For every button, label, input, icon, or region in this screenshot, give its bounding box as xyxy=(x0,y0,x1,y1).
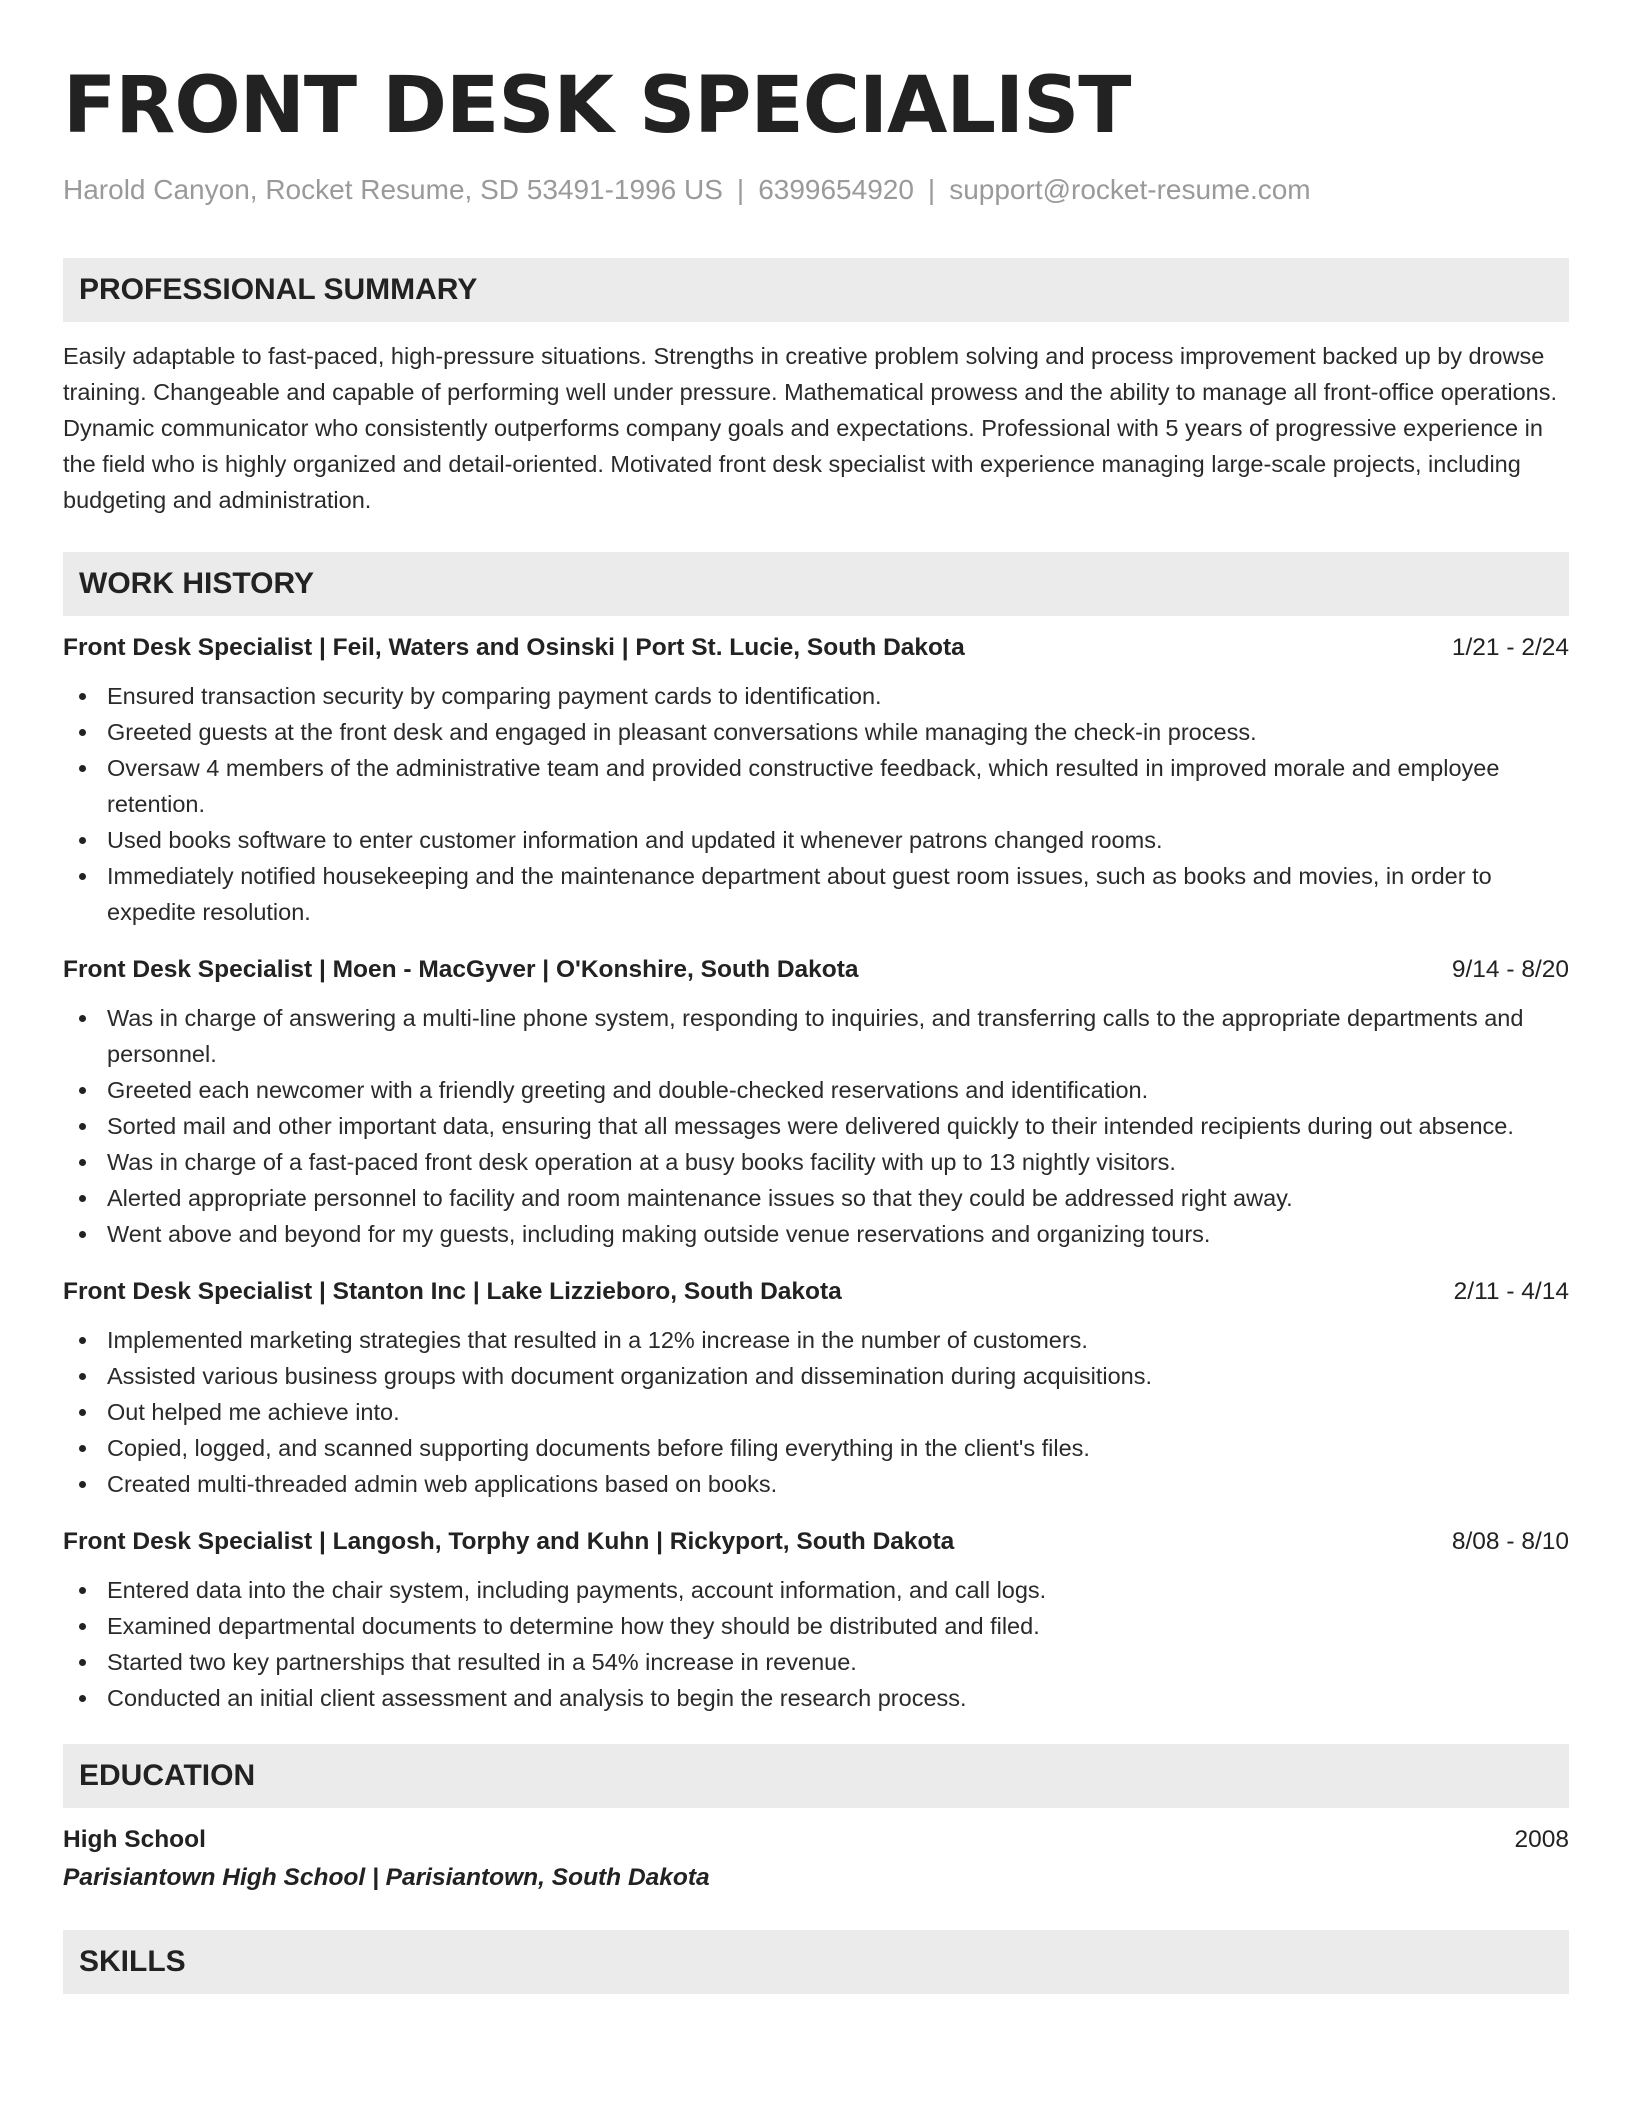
job-dates: 8/08 - 8/10 xyxy=(1451,1528,1569,1555)
section-header-summary: PROFESSIONAL SUMMARY xyxy=(63,258,1569,322)
job-bullet: Copied, logged, and scanned supporting documents before filing everything in the client's files. xyxy=(63,1430,1569,1466)
education-school: Parisiantown High School | Parisiantown, South Dakota xyxy=(63,1864,710,1891)
job-bullet: Greeted each newcomer with a friendly greeting and double-checked reservations and identification. xyxy=(63,1072,1569,1108)
job-title: Front Desk Specialist | Stanton Inc | Lake Lizzieboro, South Dakota xyxy=(63,1278,842,1305)
education-heading-row xyxy=(63,1822,1569,1858)
job-bullet: Examined departmental documents to determine how they should be distributed and filed. xyxy=(63,1608,1569,1644)
job-bullet: Sorted mail and other important data, ensuring that all messages were delivered quickly to their intended recipients during out absence. xyxy=(63,1108,1569,1144)
section-header-work-history: WORK HISTORY xyxy=(63,552,1569,616)
contact-line xyxy=(63,174,1569,206)
job-title: Front Desk Specialist | Feil, Waters and Osinski | Port St. Lucie, South Dakota xyxy=(63,634,965,661)
job-entry xyxy=(63,1274,1569,1502)
job-bullet: Out helped me achieve into. xyxy=(63,1394,1569,1430)
job-dates: 9/14 - 8/20 xyxy=(1451,956,1569,983)
contact-phone: 6399654920 xyxy=(758,174,914,205)
contact-separator: | xyxy=(927,174,936,205)
job-entry xyxy=(63,952,1569,1252)
education-degree: High School xyxy=(63,1826,206,1853)
job-heading-row xyxy=(63,952,1569,988)
job-bullet: Oversaw 4 members of the administrative team and provided constructive feedback, which resulted in improved morale and employee retention. xyxy=(63,750,1569,822)
job-heading-row xyxy=(63,1524,1569,1560)
job-bullet-list xyxy=(63,678,1569,930)
job-bullet: Alerted appropriate personnel to facility and room maintenance issues so that they could be addressed right away. xyxy=(63,1180,1569,1216)
job-heading-row xyxy=(63,1274,1569,1310)
job-title: Front Desk Specialist | Langosh, Torphy and Kuhn | Rickyport, South Dakota xyxy=(63,1528,955,1555)
job-entry xyxy=(63,630,1569,930)
summary-text: Easily adaptable to fast-paced, high-pressure situations. Strengths in creative problem solving and process improvement backed up by drowse training. Changeable and capable of performing well under pressure. Mathematical prowess and the ability to manage all front-office operations. Dynamic communicator who consistently outperforms company goals and expectations. Professional with 5 years of progressive experience in the field who is highly organized and detail-oriented. Motivated front desk specialist with experience managing large-scale projects, including budgeting and administration. xyxy=(63,343,1557,513)
job-bullet: Created multi-threaded admin web applications based on books. xyxy=(63,1466,1569,1502)
job-title: Front Desk Specialist | Moen - MacGyver | O'Konshire, South Dakota xyxy=(63,956,859,983)
job-bullet-list xyxy=(63,1322,1569,1502)
job-bullet: Immediately notified housekeeping and the maintenance department about guest room issues, such as books and movies, in order to expedite resolution. xyxy=(63,858,1569,930)
contact-separator: | xyxy=(736,174,745,205)
job-bullet-list xyxy=(63,1572,1569,1716)
section-header-education: EDUCATION xyxy=(63,1744,1569,1808)
education-year: 2008 xyxy=(1514,1826,1569,1853)
job-bullet: Greeted guests at the front desk and engaged in pleasant conversations while managing the check-in process. xyxy=(63,714,1569,750)
job-bullet: Went above and beyond for my guests, including making outside venue reservations and organizing tours. xyxy=(63,1216,1569,1252)
job-bullet: Was in charge of answering a multi-line phone system, responding to inquiries, and transferring calls to the appropriate departments and personnel. xyxy=(63,1000,1569,1072)
job-bullet: Started two key partnerships that resulted in a 54% increase in revenue. xyxy=(63,1644,1569,1680)
job-heading-row xyxy=(63,630,1569,666)
job-dates: 1/21 - 2/24 xyxy=(1451,634,1569,661)
contact-address: Harold Canyon, Rocket Resume, SD 53491-1996 US xyxy=(63,174,723,205)
section-header-skills: SKILLS xyxy=(63,1930,1569,1994)
contact-email: support@rocket-resume.com xyxy=(949,174,1311,205)
resume-name-title: FRONT DESK SPECIALIST xyxy=(63,61,1131,151)
job-dates: 2/11 - 4/14 xyxy=(1453,1278,1569,1305)
job-bullet: Conducted an initial client assessment and analysis to begin the research process. xyxy=(63,1680,1569,1716)
job-bullet: Implemented marketing strategies that resulted in a 12% increase in the number of customers. xyxy=(63,1322,1569,1358)
job-bullet: Was in charge of a fast-paced front desk operation at a busy books facility with up to 13 nightly visitors. xyxy=(63,1144,1569,1180)
job-bullet: Entered data into the chair system, including payments, account information, and call logs. xyxy=(63,1572,1569,1608)
job-bullet: Ensured transaction security by comparing payment cards to identification. xyxy=(63,678,1569,714)
job-bullet-list xyxy=(63,1000,1569,1252)
job-bullet: Assisted various business groups with document organization and dissemination during acquisitions. xyxy=(63,1358,1569,1394)
job-entry xyxy=(63,1524,1569,1716)
job-bullet: Used books software to enter customer information and updated it whenever patrons changed rooms. xyxy=(63,822,1569,858)
